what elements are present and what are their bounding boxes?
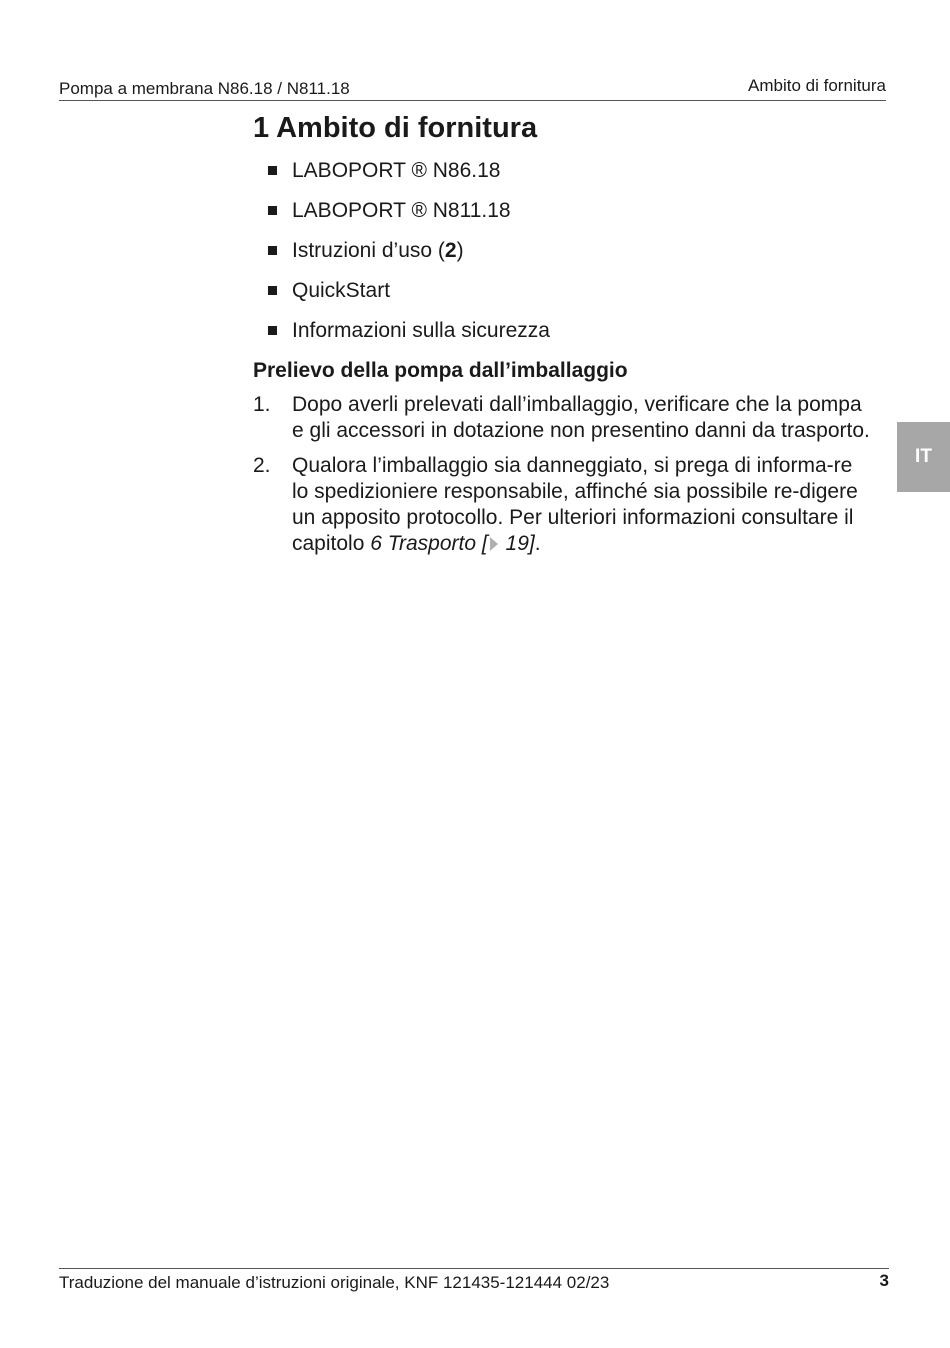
bullet-icon [268,326,277,335]
list-item-bold-ref: 2 [444,239,457,262]
xref-page: 19] [499,532,535,555]
list-item-text: Istruzioni d’uso ( [292,239,445,262]
supply-list [253,158,873,343]
list-item-text-after: ) [456,239,464,262]
step-text-end: . [534,532,541,555]
step-number: 2. [253,454,271,477]
page-arrow-icon [490,537,498,551]
list-item-text: LABOPORT ® N811.18 [292,199,511,222]
list-item [253,238,873,263]
list-item [253,198,873,223]
bullet-icon [268,206,277,215]
header-chapter-title: Ambito di fornitura [748,76,886,95]
language-tab: IT [897,422,950,492]
footer-document-info: Traduzione del manuale d’istruzioni originale, KNF 121435-121444 02/23 [59,1273,610,1292]
list-item [253,318,873,343]
step-text: Qualora l’imballaggio sia danneggiato, si prega di informa-re lo spedizioniere responsabile, affinché sia possibile re-digere un apposito protocollo. Per ulteriori informazioni consultare il capitolo [292,454,858,555]
steps-list [253,392,873,557]
step-item [253,453,873,557]
step-text: Dopo averli prelevati dall’imballaggio, verificare che la pompa e gli accessori in dotazione non presentino danni da trasporto. [292,393,870,442]
bullet-icon [268,246,277,255]
bullet-icon [268,286,277,295]
list-item-text: Informazioni sulla sicurezza [292,319,550,342]
page-number: 3 [879,1271,889,1290]
chapter-title: 1 Ambito di fornitura [253,112,538,144]
list-item-text: QuickStart [292,279,391,302]
list-item-text: LABOPORT ® N86.18 [292,159,501,182]
page-footer [59,1268,889,1299]
step-number: 1. [253,393,271,416]
bullet-icon [268,166,277,175]
main-content [253,110,873,566]
header-document-title: Pompa a membrana N86.18 / N811.18 [59,79,350,98]
step-item [253,392,873,444]
running-header [59,76,886,101]
cross-reference-link[interactable] [370,532,535,555]
list-item [253,278,873,303]
section-heading: Prelievo della pompa dall’imballaggio [253,359,628,382]
list-item [253,158,873,183]
xref-label: 6 Trasporto [ [370,532,488,555]
